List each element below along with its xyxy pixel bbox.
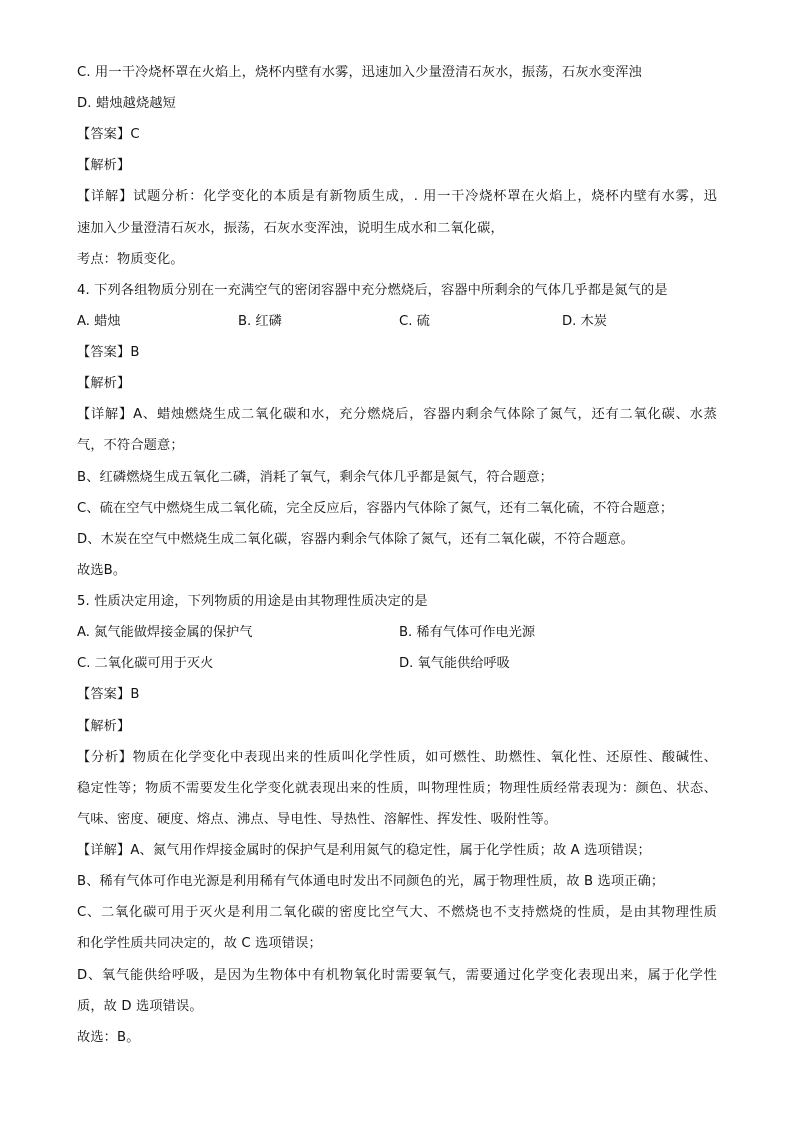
q4-detail-line-2: 气，不符合题意；	[77, 438, 184, 453]
q5-detail-d-line-1: D、氧气能供给呼吸，是因为生物体中有机物氧化时需要氧气，需要通过化学变化表现出来，属于化学性	[77, 968, 717, 983]
q5-detail-d-line-2: 质，故 D 选项错误。	[77, 999, 203, 1014]
q5-answer: 【答案】B	[77, 687, 140, 702]
q5-stem: 5. 性质决定用途，下列物质的用途是由其物理性质决定的是	[77, 594, 428, 609]
q4-options	[77, 313, 717, 331]
q5-analysis-line-3: 气味、密度、硬度、熔点、沸点、导电性、导热性、溶解性、挥发性、吸附性等。	[77, 812, 558, 827]
q5-options-row-2	[77, 655, 717, 673]
q3-detail-line-1: 【详解】试题分析：化学变化的本质是有新物质生成，. 用一干冷烧杯罩在火焰上，烧杯内壁有水雾，迅	[77, 189, 717, 204]
q4-detail-line-1: 【详解】A、蜡烛燃烧生成二氧化碳和水，充分燃烧后，容器内剩余气体除了氮气，还有二氧化碳、水蒸	[77, 407, 717, 422]
q3-answer: 【答案】C	[77, 127, 140, 142]
q5-option-d: D. 氧气能供给呼吸	[399, 656, 510, 671]
q5-detail-c-line-2: 和化学性质共同决定的，故 C 选项错误；	[77, 936, 322, 951]
q4-detail-b: B、红磷燃烧生成五氧化二磷，消耗了氧气，剩余气体几乎都是氮气，符合题意；	[77, 470, 554, 485]
q5-option-a: A. 氮气能做焊接金属的保护气	[77, 625, 253, 640]
q5-conclusion: 故选：B。	[77, 1030, 140, 1045]
q5-detail-c-line-1: C、二氧化碳可用于灭火是利用二氧化碳的密度比空气大、不燃烧也不支持燃烧的性质，是由其物理性质	[77, 905, 717, 920]
q4-detail-c: C、硫在空气中燃烧生成二氧化硫，完全反应后，容器内气体除了氮气，还有二氧化硫，不符合题意；	[77, 501, 674, 516]
q4-answer: 【答案】B	[77, 345, 140, 360]
q4-analysis-heading: 【解析】	[77, 376, 131, 391]
q5-options-row-1	[77, 624, 717, 642]
q3-analysis-heading: 【解析】	[77, 158, 131, 173]
q5-option-c: C. 二氧化碳可用于灭火	[77, 656, 214, 671]
q4-option-c: C. 硫	[399, 314, 430, 329]
q4-option-d: D. 木炭	[562, 314, 607, 329]
q3-option-c: C. 用一干冷烧杯罩在火焰上，烧杯内壁有水雾，迅速加入少量澄清石灰水，振荡，石灰水变浑浊	[77, 65, 642, 80]
q5-analysis-line-1: 【分析】物质在化学变化中表现出来的性质叫化学性质，如可燃性、助燃性、氧化性、还原性、酸碱性、	[77, 750, 717, 765]
q3-option-d: D. 蜡烛越烧越短	[77, 96, 177, 111]
q4-stem: 4. 下列各组物质分别在一充满空气的密闭容器中充分燃烧后，容器中所剩余的气体几乎都是氮气的是	[77, 283, 668, 298]
q4-detail-d: D、木炭在空气中燃烧生成二氧化碳，容器内剩余气体除了氮气，还有二氧化碳，不符合题意。	[77, 532, 635, 547]
q5-option-b: B. 稀有气体可作电光源	[399, 625, 536, 640]
q5-analysis-heading: 【解析】	[77, 719, 131, 734]
q5-detail-a: 【详解】A、氮气用作焊接金属时的保护气是利用氮气的稳定性，属于化学性质；故 A 选项错误；	[77, 843, 651, 858]
q4-option-a: A. 蜡烛	[77, 314, 121, 329]
q3-keypoint: 考点：物质变化。	[77, 252, 184, 267]
q4-conclusion: 故选B。	[77, 563, 127, 578]
q3-detail-line-2: 速加入少量澄清石灰水，振荡，石灰水变浑浊，说明生成水和二氧化碳，	[77, 221, 504, 236]
q5-detail-b: B、稀有气体可作电光源是利用稀有气体通电时发出不同颜色的光，属于物理性质，故 B 选项正确；	[77, 874, 665, 889]
q4-option-b: B. 红磷	[238, 314, 282, 329]
q5-analysis-line-2: 稳定性等；物质不需要发生化学变化就表现出来的性质，叫物理性质；物理性质经常表现为：颜色、状态、	[77, 781, 717, 796]
